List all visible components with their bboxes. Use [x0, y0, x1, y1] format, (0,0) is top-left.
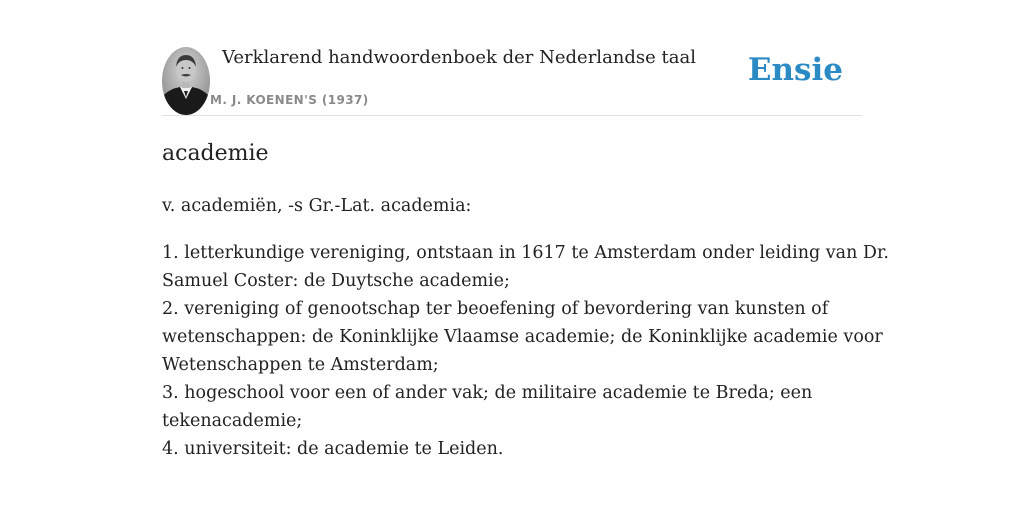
entry-card	[162, 0, 889, 512]
definition-line: wetenschappen: de Koninklijke Vlaamse academie; de Koninklijke academie voor	[162, 327, 883, 347]
author-portrait-icon	[162, 47, 210, 115]
definition-line: 4. universiteit: de academie te Leiden.	[162, 439, 504, 459]
definition-senses	[162, 239, 889, 463]
book-header	[162, 0, 862, 116]
headword: academie	[162, 141, 269, 166]
ensie-logo-link[interactable]: Ensie	[747, 52, 843, 88]
book-subtitle: M. J. KOENEN'S (1937)	[210, 93, 369, 107]
definition-line: 2. vereniging of genootschap ter beoefening of bevordering van kunsten of	[162, 299, 829, 319]
grammar-info: v. academiën, -s Gr.-Lat. academia:	[162, 196, 472, 216]
book-title: Verklarend handwoordenboek der Nederlandse taal	[222, 47, 696, 68]
definition-line: tekenacademie;	[162, 411, 303, 431]
definition-line: Samuel Coster: de Duytsche academie;	[162, 271, 510, 291]
definition-line: 1. letterkundige vereniging, ontstaan in 1617 te Amsterdam onder leiding van Dr.	[162, 243, 889, 263]
definition-line: 3. hogeschool voor een of ander vak; de militaire academie te Breda; een	[162, 383, 813, 403]
definition-line: Wetenschappen te Amsterdam;	[162, 355, 439, 375]
